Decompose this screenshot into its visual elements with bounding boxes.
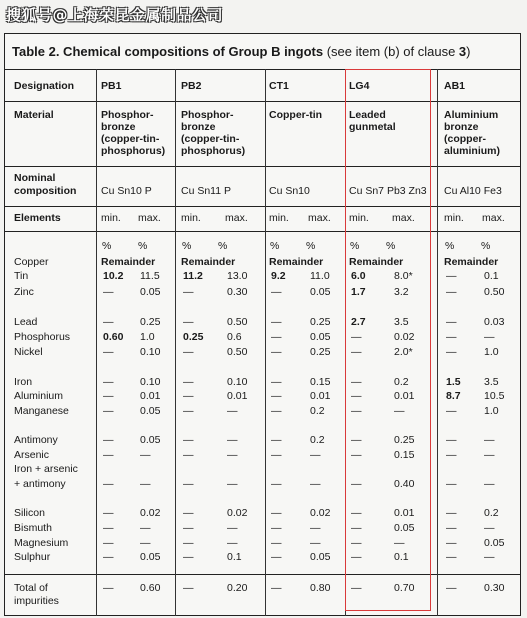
min-value: —	[351, 331, 362, 343]
remainder-value: Remainder	[101, 256, 156, 268]
table-rule-0	[4, 69, 521, 70]
min-value: —	[351, 346, 362, 358]
percent-label: %	[102, 240, 112, 252]
min-value: —	[103, 286, 114, 298]
max-value: 13.0	[227, 270, 248, 282]
alloy-nominal-composition: Cu Sn11 P	[181, 185, 232, 197]
min-value: —	[183, 434, 194, 446]
total-max: 0.70	[394, 582, 415, 594]
min-value: —	[103, 316, 114, 328]
max-value: 0.15	[394, 449, 415, 461]
max-value: 0.1	[484, 270, 499, 282]
max-value: —	[484, 331, 495, 343]
max-value: 0.05	[484, 537, 505, 549]
max-value: 0.05	[140, 286, 161, 298]
table-rule-5	[4, 574, 521, 575]
max-label: max.	[482, 212, 505, 224]
element-name: + antimony	[14, 478, 66, 490]
element-name: Magnesium	[14, 537, 69, 549]
column-rule-1	[175, 69, 176, 616]
max-value: 0.01	[140, 390, 161, 402]
max-value: —	[227, 434, 238, 446]
min-value: —	[103, 376, 114, 388]
alloy-material: gunmetal	[349, 121, 396, 133]
max-value: 0.50	[484, 286, 505, 298]
min-value: —	[446, 331, 457, 343]
max-value: 3.5	[484, 376, 499, 388]
max-value: —	[227, 449, 238, 461]
min-value: —	[446, 551, 457, 563]
table-title-clause: 3	[458, 44, 467, 59]
min-value: —	[351, 376, 362, 388]
min-value: —	[183, 316, 194, 328]
alloy-material: aluminium)	[444, 145, 501, 157]
max-value: —	[484, 478, 495, 490]
max-value: 0.05	[140, 434, 161, 446]
min-value: —	[351, 434, 362, 446]
max-value: 11.5	[140, 270, 160, 282]
min-value: —	[103, 390, 114, 402]
min-label: min.	[269, 212, 289, 224]
min-value: —	[183, 537, 194, 549]
min-value: —	[271, 478, 282, 490]
percent-label: %	[350, 240, 360, 252]
table-rule-2	[4, 166, 521, 167]
min-value: —	[103, 405, 114, 417]
max-value: 0.50	[227, 346, 248, 358]
total-label-2: impurities	[14, 595, 59, 607]
min-value: 11.2	[183, 270, 203, 282]
min-value: —	[183, 551, 194, 563]
max-label: max.	[392, 212, 415, 224]
total-label-1: Total of	[14, 582, 48, 594]
total-min: —	[183, 582, 194, 594]
alloy-material: Copper-tin	[269, 109, 323, 121]
min-value: —	[271, 316, 282, 328]
alloy-nominal-composition: Cu Sn10 P	[101, 185, 152, 197]
percent-label: %	[386, 240, 396, 252]
element-name: Iron	[14, 376, 33, 388]
min-value: —	[446, 478, 457, 490]
max-value: —	[310, 537, 321, 549]
total-max: 0.80	[310, 582, 331, 594]
alloy-material: (copper-tin-	[101, 133, 160, 145]
element-name: Aluminium	[14, 390, 64, 402]
max-value: 0.2	[484, 507, 499, 519]
total-min: —	[271, 582, 282, 594]
percent-label: %	[445, 240, 455, 252]
min-value: —	[103, 522, 114, 534]
max-value: 11.0	[310, 270, 330, 282]
min-value: —	[103, 551, 114, 563]
max-value: —	[140, 478, 151, 490]
min-value: —	[271, 286, 282, 298]
max-value: —	[484, 434, 495, 446]
header-elements: Elements	[14, 212, 61, 224]
max-value: 0.05	[140, 405, 161, 417]
max-value: —	[484, 522, 495, 534]
max-value: 0.02	[140, 507, 161, 519]
min-value: —	[446, 507, 457, 519]
total-min: —	[103, 582, 114, 594]
max-value: 0.2	[394, 376, 409, 388]
max-value: —	[310, 449, 321, 461]
alloy-designation: PB1	[101, 80, 122, 92]
max-value: 0.25	[310, 316, 331, 328]
min-value: —	[351, 537, 362, 549]
max-value: 0.40	[394, 478, 415, 490]
max-value: —	[227, 405, 238, 417]
max-value: 0.25	[394, 434, 415, 446]
max-value: 10.5	[484, 390, 505, 402]
table-title-close: )	[466, 44, 471, 59]
max-value: 8.0*	[394, 270, 413, 282]
max-value: 0.02	[227, 507, 248, 519]
alloy-material: bronze	[181, 121, 216, 133]
min-value: —	[351, 449, 362, 461]
element-name: Copper	[14, 256, 49, 268]
max-value: 0.2	[310, 405, 325, 417]
percent-label: %	[306, 240, 316, 252]
alloy-material: Phosphor-	[101, 109, 154, 121]
min-value: —	[446, 434, 457, 446]
element-name: Silicon	[14, 507, 45, 519]
alloy-material: Aluminium	[444, 109, 499, 121]
max-value: —	[310, 522, 321, 534]
max-value: 0.05	[310, 286, 331, 298]
min-value: —	[271, 390, 282, 402]
min-value: —	[446, 537, 457, 549]
max-value: 0.10	[227, 376, 248, 388]
element-name: Nickel	[14, 346, 43, 358]
header-nominal-2: composition	[14, 185, 77, 197]
table-title-bold: Table 2. Chemical compositions of Group B ingots	[12, 44, 324, 59]
alloy-designation: AB1	[444, 80, 466, 92]
min-value: —	[271, 434, 282, 446]
column-rule-2	[265, 69, 266, 616]
min-value: —	[183, 449, 194, 461]
min-value: 2.7	[351, 316, 366, 328]
max-value: —	[227, 537, 238, 549]
max-value: —	[227, 522, 238, 534]
max-value: 0.30	[227, 286, 248, 298]
min-value: —	[103, 434, 114, 446]
alloy-material: bronze	[444, 121, 479, 133]
max-value: 0.10	[140, 346, 161, 358]
min-value: —	[446, 286, 457, 298]
min-value: —	[271, 405, 282, 417]
max-value: 3.5	[394, 316, 409, 328]
max-value: —	[484, 551, 495, 563]
alloy-nominal-composition: Cu Al10 Fe3	[444, 185, 502, 197]
alloy-nominal-composition: Cu Sn10	[269, 185, 310, 197]
max-value: 0.10	[140, 376, 161, 388]
max-value: 0.01	[310, 390, 331, 402]
max-value: —	[394, 405, 405, 417]
remainder-value: Remainder	[269, 256, 324, 268]
element-name: Manganese	[14, 405, 69, 417]
max-value: 0.2	[310, 434, 325, 446]
table-rule-3	[4, 206, 521, 207]
element-name: Phosphorus	[14, 331, 71, 343]
total-min: —	[446, 582, 457, 594]
alloy-material: (copper-	[444, 133, 486, 145]
alloy-material: phosphorus)	[181, 145, 246, 157]
total-max: 0.60	[140, 582, 161, 594]
min-value: —	[351, 551, 362, 563]
min-value: —	[183, 405, 194, 417]
min-value: —	[446, 405, 457, 417]
max-value: 0.01	[227, 390, 248, 402]
alloy-designation: LG4	[349, 80, 370, 92]
alloy-material: bronze	[101, 121, 136, 133]
max-value: 1.0	[484, 346, 499, 358]
header-nominal-1: Nominal	[14, 172, 56, 184]
max-value: —	[140, 449, 151, 461]
min-value: —	[446, 449, 457, 461]
table-rule-4	[4, 231, 521, 232]
min-value: —	[183, 522, 194, 534]
min-value: —	[351, 478, 362, 490]
min-value: 0.60	[103, 331, 124, 343]
lg4-highlight-box	[345, 69, 431, 611]
min-label: min.	[101, 212, 121, 224]
total-max: 0.20	[227, 582, 248, 594]
min-value: 1.7	[351, 286, 366, 298]
element-name: Tin	[14, 270, 29, 282]
element-name: Antimony	[14, 434, 58, 446]
min-value: —	[183, 507, 194, 519]
min-label: min.	[181, 212, 201, 224]
min-value: —	[183, 390, 194, 402]
max-value: 1.0	[484, 405, 499, 417]
header-material: Material	[14, 109, 54, 121]
min-value: —	[103, 346, 114, 358]
total-max: 0.30	[484, 582, 505, 594]
column-rule-4	[437, 69, 438, 616]
min-value: —	[271, 551, 282, 563]
max-value: —	[140, 522, 151, 534]
alloy-material: Phosphor-	[181, 109, 234, 121]
element-name: Zinc	[14, 286, 34, 298]
total-min: —	[351, 582, 362, 594]
min-value: —	[271, 537, 282, 549]
element-name: Sulphur	[14, 551, 51, 563]
max-value: 0.02	[310, 507, 331, 519]
alloy-designation: PB2	[181, 80, 202, 92]
percent-label: %	[182, 240, 192, 252]
max-value: —	[394, 537, 405, 549]
min-value: —	[351, 405, 362, 417]
element-name: Lead	[14, 316, 38, 328]
max-value: —	[484, 449, 495, 461]
alloy-nominal-composition: Cu Sn7 Pb3 Zn3	[349, 185, 427, 197]
min-value: —	[103, 507, 114, 519]
table-rule-1	[4, 101, 521, 102]
table-title	[12, 44, 470, 59]
min-value: —	[183, 376, 194, 388]
min-value: —	[351, 507, 362, 519]
min-value: —	[271, 331, 282, 343]
min-label: min.	[349, 212, 369, 224]
alloy-material: (copper-tin-	[181, 133, 240, 145]
min-value: 8.7	[446, 390, 461, 402]
max-value: 0.03	[484, 316, 505, 328]
min-value: —	[351, 390, 362, 402]
max-label: max.	[138, 212, 161, 224]
min-value: —	[351, 522, 362, 534]
min-value: —	[446, 316, 457, 328]
max-value: 0.05	[310, 331, 331, 343]
percent-label: %	[270, 240, 280, 252]
min-value: —	[183, 286, 194, 298]
max-value: 0.01	[394, 507, 415, 519]
alloy-material: Leaded	[349, 109, 386, 121]
max-value: —	[310, 478, 321, 490]
max-value: 0.05	[140, 551, 161, 563]
max-value: —	[227, 478, 238, 490]
percent-label: %	[481, 240, 491, 252]
min-value: —	[271, 522, 282, 534]
min-value: —	[446, 522, 457, 534]
min-value: —	[103, 537, 114, 549]
max-label: max.	[308, 212, 331, 224]
max-value: 0.25	[140, 316, 161, 328]
max-label: max.	[225, 212, 248, 224]
min-value: 10.2	[103, 270, 124, 282]
min-value: —	[103, 449, 114, 461]
min-value: —	[271, 376, 282, 388]
max-value: 0.05	[310, 551, 331, 563]
min-value: 0.25	[183, 331, 204, 343]
min-value: 1.5	[446, 376, 461, 388]
min-value: 9.2	[271, 270, 286, 282]
max-value: 0.1	[394, 551, 409, 563]
max-value: 0.25	[310, 346, 331, 358]
percent-label: %	[218, 240, 228, 252]
max-value: 2.0*	[394, 346, 413, 358]
min-value: —	[446, 270, 457, 282]
min-value: 6.0	[351, 270, 366, 282]
min-label: min.	[444, 212, 464, 224]
remainder-value: Remainder	[444, 256, 499, 268]
alloy-designation: CT1	[269, 80, 289, 92]
element-name: Bismuth	[14, 522, 52, 534]
column-rule-0	[96, 69, 97, 616]
min-value: —	[446, 346, 457, 358]
remainder-value: Remainder	[181, 256, 236, 268]
min-value: —	[271, 449, 282, 461]
percent-label: %	[138, 240, 148, 252]
header-designation: Designation	[14, 80, 75, 92]
min-value: —	[271, 507, 282, 519]
max-value: 0.05	[394, 522, 415, 534]
min-value: —	[271, 346, 282, 358]
table-title-ref: (see item (b) of clause	[323, 44, 459, 59]
max-value: 1.0	[140, 331, 155, 343]
max-value: 0.50	[227, 316, 248, 328]
element-name: Iron + arsenic	[14, 463, 78, 475]
min-value: —	[103, 478, 114, 490]
max-value: 0.6	[227, 331, 242, 343]
max-value: 3.2	[394, 286, 409, 298]
remainder-value: Remainder	[349, 256, 404, 268]
alloy-material: phosphorus)	[101, 145, 166, 157]
element-name: Arsenic	[14, 449, 50, 461]
max-value: 0.02	[394, 331, 415, 343]
max-value: —	[140, 537, 151, 549]
max-value: 0.01	[394, 390, 415, 402]
watermark: 搜狐号@上海荣昆金属制品公司	[6, 6, 224, 24]
min-value: —	[183, 478, 194, 490]
max-value: 0.15	[310, 376, 331, 388]
max-value: 0.1	[227, 551, 242, 563]
min-value: —	[183, 346, 194, 358]
